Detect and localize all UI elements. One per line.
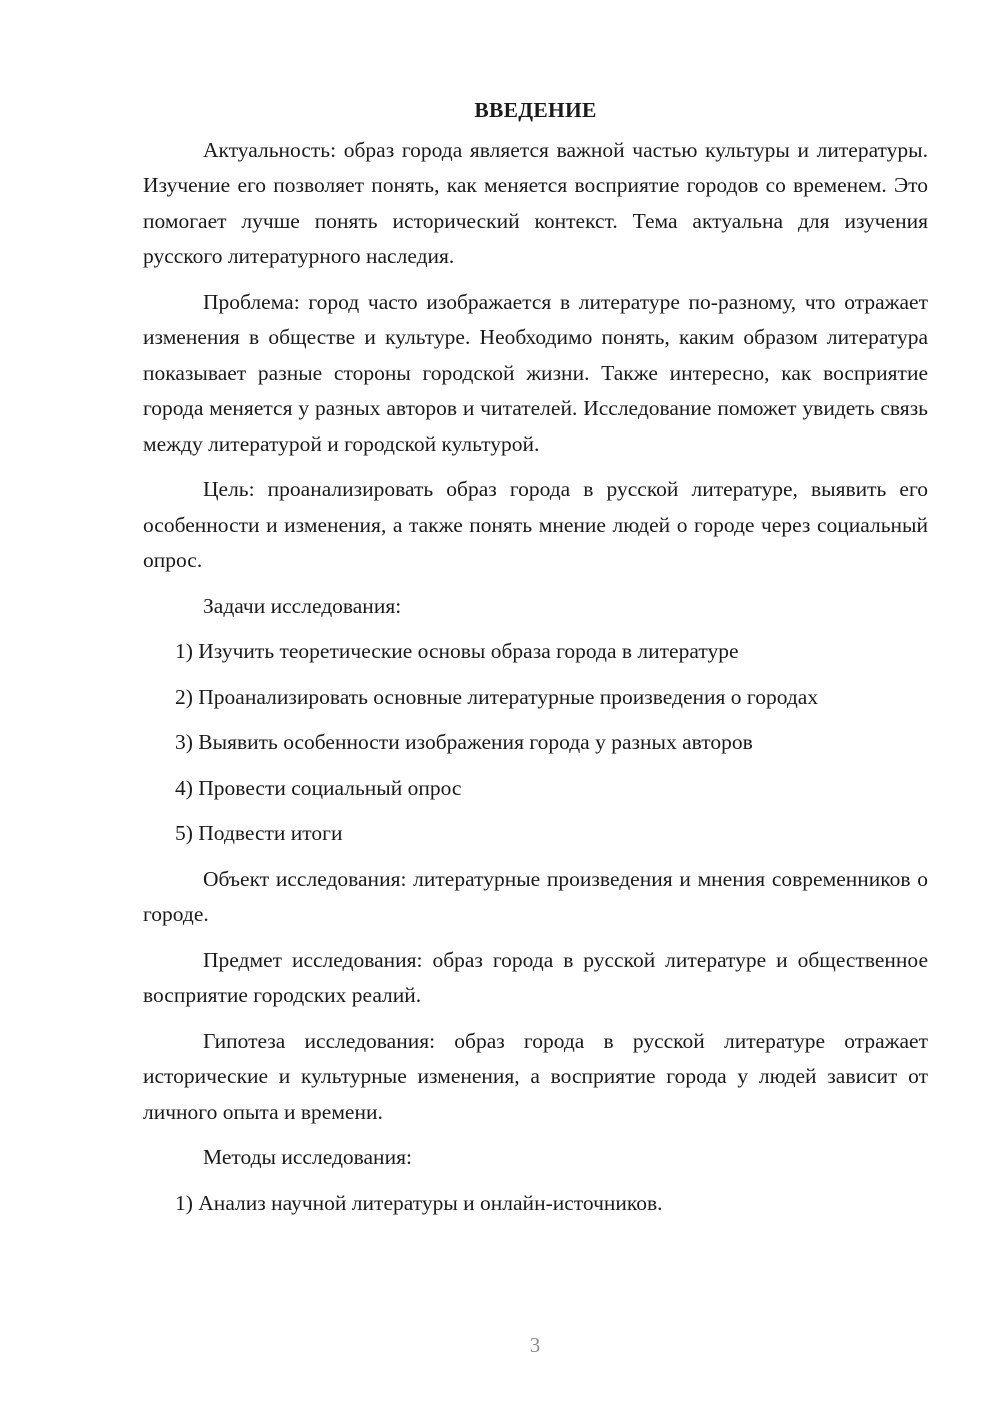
- list-item: 1) Анализ научной литературы и онлайн-источников.: [175, 1190, 663, 1215]
- list-item: 4) Провести социальный опрос: [175, 775, 462, 800]
- methods-heading: Методы исследования:: [203, 1145, 412, 1169]
- document-body: [143, 93, 928, 1231]
- section-title: ВВЕДЕНИЕ: [474, 98, 597, 122]
- relevance-paragraph: Актуальность: образ города является важной частью культуры и литературы. Изучение его позволяет понять, как меняется восприятие городов со временем. Это помогает лучше понять исторический контекст. Тема актуальна для изучения русского литературного наследия.: [143, 137, 928, 268]
- problem-paragraph: Проблема: город часто изображается в литературе по-разному, что отражает изменения в обществе и культуре. Необходимо понять, каким образом литература показывает разные стороны городской жизни. Также интересно, как восприятие города меняется у разных авторов и читателей. Исследование поможет увидеть связь между литературой и городской культурой.: [143, 289, 928, 456]
- list-item: 2) Проанализировать основные литературные произведения о городах: [175, 684, 819, 709]
- object-paragraph: Объект исследования: литературные произведения и мнения современников о городе.: [143, 866, 928, 926]
- methods-list: [143, 1186, 928, 1222]
- list-item: 5) Подвести итоги: [175, 821, 343, 845]
- subject-paragraph: Предмет исследования: образ города в русской литературе и общественное восприятие городских реалий.: [143, 947, 928, 1007]
- goal-paragraph: Цель: проанализировать образ города в русской литературе, выявить его особенности и изменения, а также понять мнение людей о городе через социальный опрос.: [143, 477, 928, 572]
- page-number: 3: [529, 1333, 541, 1357]
- list-item: 3) Выявить особенности изображения города у разных авторов: [175, 730, 753, 754]
- hypothesis-paragraph: Гипотеза исследования: образ города в русской литературе отражает исторические и культурные изменения, а восприятие города у людей зависит от личного опыта и времени.: [143, 1028, 928, 1124]
- tasks-list: [143, 634, 928, 852]
- list-item: 1) Изучить теоретические основы образа города в литературе: [175, 639, 739, 663]
- tasks-heading: Задачи исследования:: [203, 593, 402, 618]
